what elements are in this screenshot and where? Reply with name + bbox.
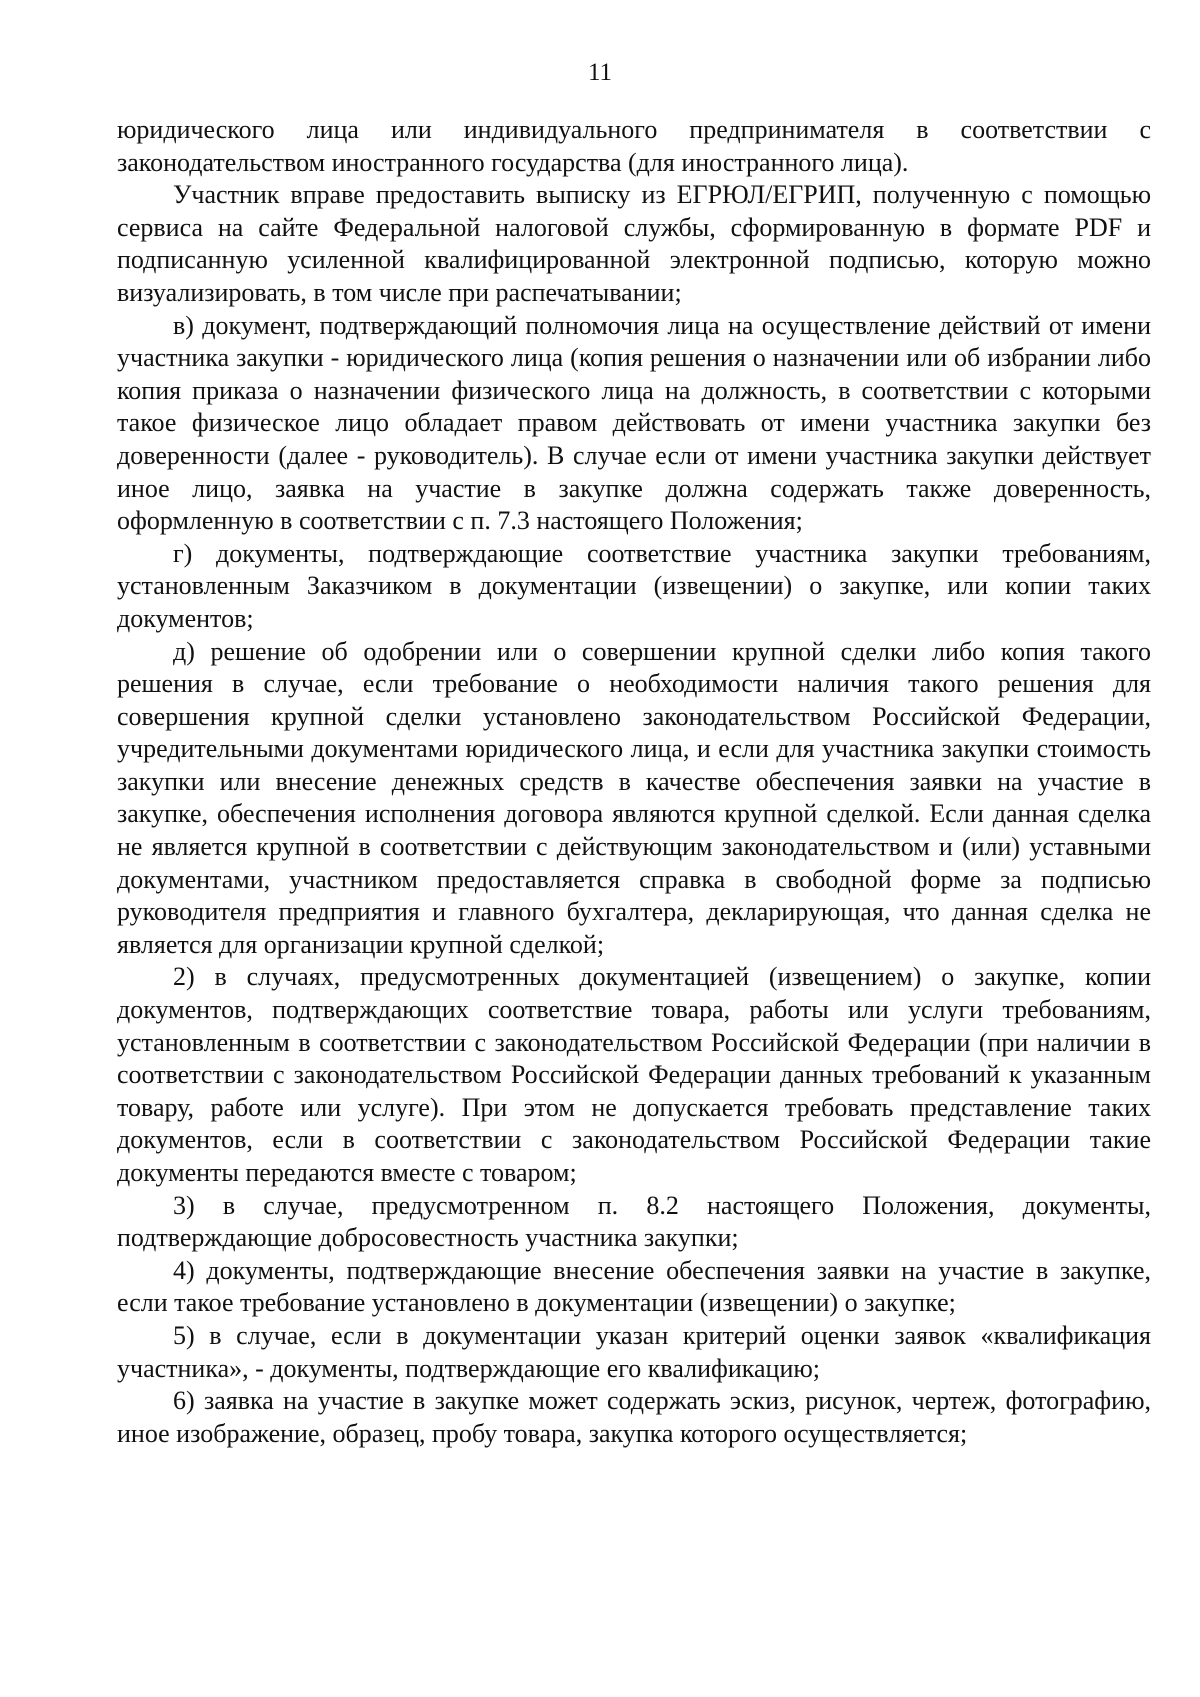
paragraph-continuation: юридического лица или индивидуального предпринимателя в соответствии с законодательством иностранного государства (для иностранного лица). bbox=[117, 115, 1151, 177]
paragraph-item-3-integrity: 3) в случае, предусмотренном п. 8.2 настоящего Положения, документы, подтверждающие добросовестность участника закупки; bbox=[117, 1190, 1151, 1253]
paragraph-item-d-major-deal: д) решение об одобрении или о совершении крупной сделки либо копия такого решения в случае, если требование о необходимости наличия такого решения для совершения крупной сделки установлено законодательством Российской Федерации, учредительными документами юридического лица, и если для участника закупки стоимость закупки или внесение денежных средств в качестве обеспечения заявки на участие в закупке, обеспечения исполнения договора являются крупной сделкой. Если данная сделка не является крупной в соответствии с действующим законодательством и (или) уставными документами, участником предоставляется справка в свободной форме за подписью руководителя предприятия и главного бухгалтера, декларирующая, что данная сделка не является для организации крупной сделкой; bbox=[117, 636, 1151, 959]
paragraph-item-4-security: 4) документы, подтверждающие внесение обеспечения заявки на участие в закупке, если такое требование установлено в документации (извещении) о закупке; bbox=[117, 1255, 1151, 1318]
paragraph-item-6-samples: 6) заявка на участие в закупке может содержать эскиз, рисунок, чертеж, фотографию, иное изображение, образец, пробу товара, закупка которого осуществляется; bbox=[117, 1386, 1151, 1448]
paragraph-item-2-conformity: 2) в случаях, предусмотренных документацией (извещением) о закупке, копии документов, подтверждающих соответствие товара, работы или услуги требованиям, установленным в соответствии с законодательством Российской Федерации (при наличии в соответствии с законодательством Российской Федерации данных требований к указанным товару, работе или услуге). При этом не допускается требовать представление таких документов, если в соответствии с законодательством Российской Федерации такие документы передаются вместе с товаром; bbox=[117, 962, 1151, 1187]
paragraph-item-g-compliance: г) документы, подтверждающие соответствие участника закупки требованиям, установленным Заказчиком в документации (извещении) о закупке, или копии таких документов; bbox=[117, 538, 1151, 633]
page-number: 11 bbox=[587, 59, 613, 86]
document-body bbox=[117, 114, 1151, 1450]
paragraph-item-5-qualification: 5) в случае, если в документации указан критерий оценки заявок «квалификация участника», - документы, подтверждающие его квалификацию; bbox=[117, 1320, 1151, 1383]
paragraph-item-v-authority: в) документ, подтверждающий полномочия лица на осуществление действий от имени участника закупки - юридического лица (копия решения о назначении или об избрании либо копия приказа о назначении физического лица на должность, в соответствии с которыми такое физическое лицо обладает правом действовать от имени участника закупки без доверенности (далее - руководитель). В случае если от имени участника закупки действует иное лицо, заявка на участие в закупке должна содержать также доверенность, оформленную в соответствии с п. 7.3 настоящего Положения; bbox=[117, 310, 1151, 536]
paragraph-egrul-extract: Участник вправе предоставить выписку из ЕГРЮЛ/ЕГРИП, полученную с помощью сервиса на сайте Федеральной налоговой службы, сформированную в формате PDF и подписанную усиленной квалифицированной электронной подписью, которую можно визуализировать, в том числе при распечатывании; bbox=[117, 180, 1151, 307]
